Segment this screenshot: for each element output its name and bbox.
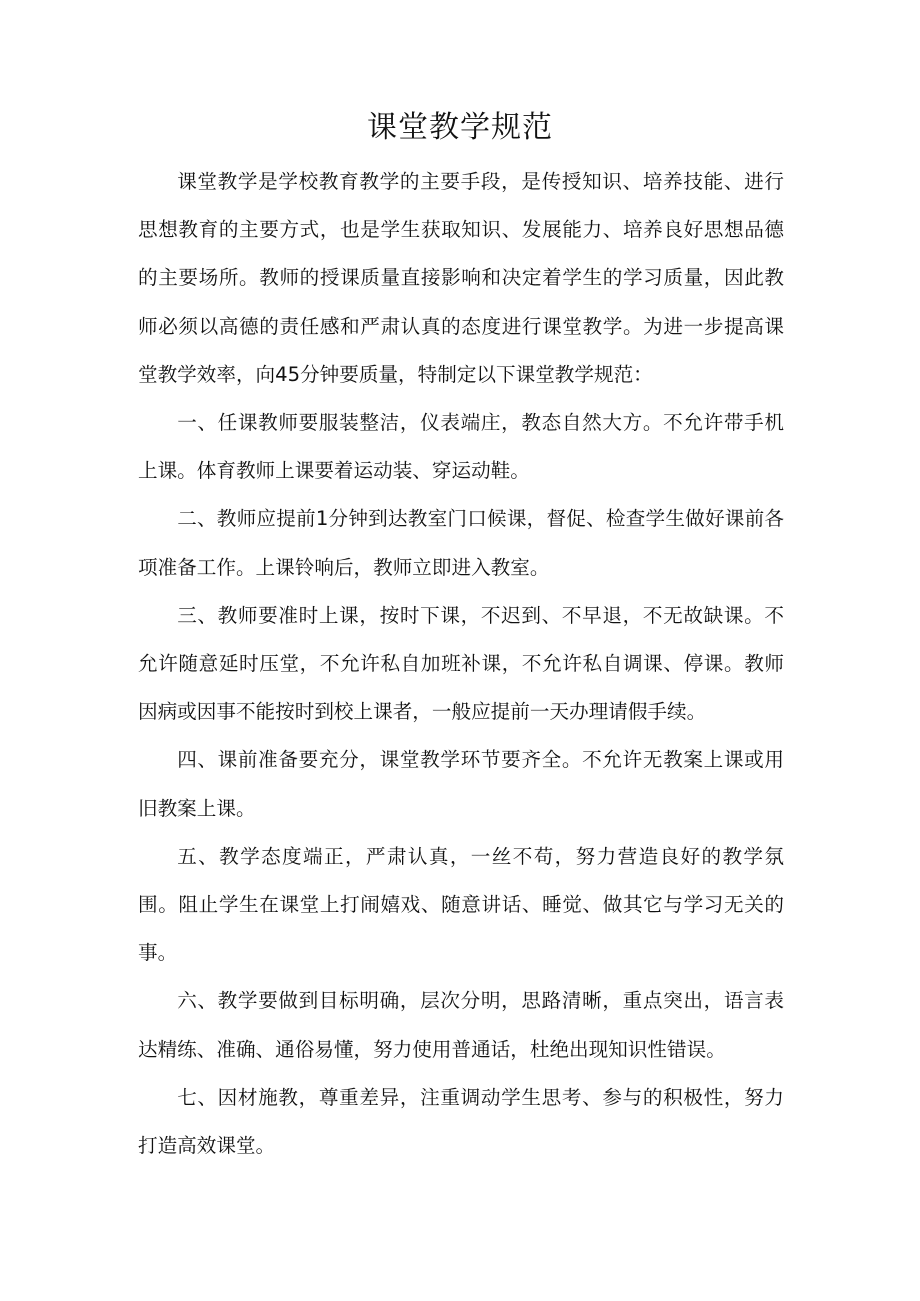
rule-paragraph-3: 三、教师要准时上课，按时下课，不迟到、不早退，不无故缺课。不允许随意延时压堂，不允许私自加班补课，不允许私自调课、停课。教师因病或因事不能按时到校上课者，一般应提前一天办理请假手续。	[138, 603, 784, 724]
rule-paragraph-1: 一、任课教师要服装整洁，仪表端庄，教态自然大方。不允许带手机上课。体育教师上课要着运动装、穿运动鞋。	[138, 411, 784, 483]
rule-paragraph-5: 五、教学态度端正，严肃认真，一丝不苟，努力营造良好的教学氛围。阻止学生在课堂上打闹嬉戏、随意讲话、睡觉、做其它与学习无关的事。	[138, 844, 784, 965]
rule-paragraph-7: 七、因材施教，尊重差异，注重调动学生思考、参与的积极性，努力打造高效课堂。	[138, 1085, 784, 1158]
document-title: 课堂教学规范	[367, 110, 553, 145]
intro-paragraph: 课堂教学是学校教育教学的主要手段，是传授知识、培养技能、进行思想教育的主要方式，也是学生获取知识、发展能力、培养良好思想品德的主要场所。教师的授课质量直接影响和决定着学生的学习质量，因此教师必须以高德的责任感和严肃认真的态度进行课堂教学。为进一步提高课堂教学效率，向45分钟要质量，特制定以下课堂教学规范：	[138, 170, 784, 386]
rule-paragraph-4: 四、课前准备要充分，课堂教学环节要齐全。不允许无教案上课或用旧教案上课。	[138, 748, 784, 820]
rule-paragraph-2: 二、教师应提前1分钟到达教室门口候课，督促、检查学生做好课前各项准备工作。上课铃响后，教师立即进入教室。	[138, 507, 784, 579]
rule-paragraph-6: 六、教学要做到目标明确，层次分明，思路清晰，重点突出，语言表达精练、准确、通俗易懂，努力使用普通话，杜绝出现知识性错误。	[138, 989, 784, 1061]
document-body	[138, 158, 784, 1170]
